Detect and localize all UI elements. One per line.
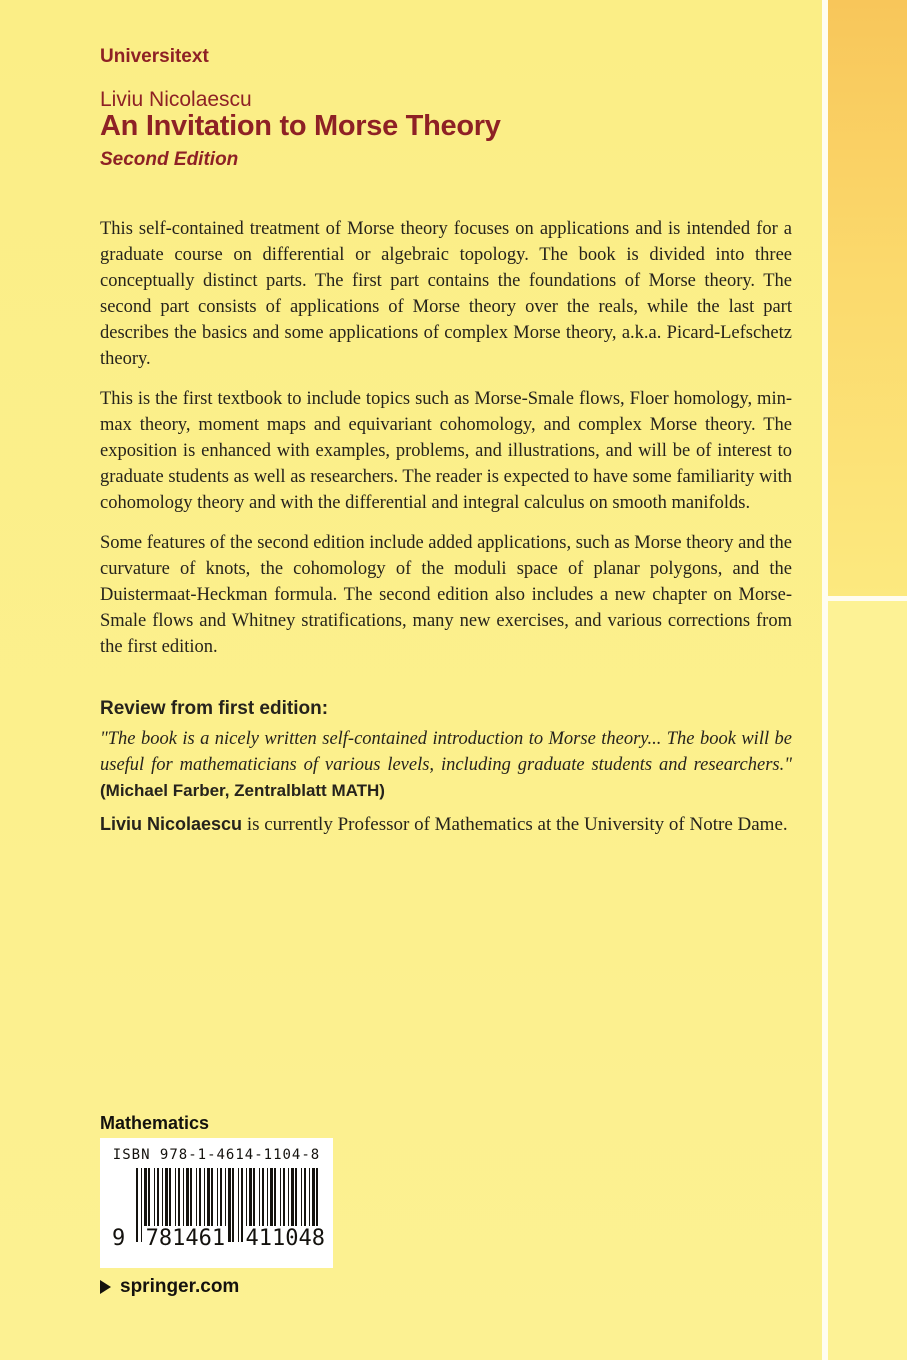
ean-digits bbox=[110, 1226, 327, 1251]
book-description bbox=[100, 216, 792, 674]
isbn-barcode bbox=[100, 1138, 333, 1268]
publisher-url: springer.com bbox=[120, 1276, 240, 1297]
author-bio-text: is currently Professor of Mathematics at the University of Notre Dame. bbox=[242, 814, 788, 835]
description-paragraph-2: This is the first textbook to include topics such as Morse-Smale flows, Floer homology, min-max theory, moment maps and equivariant cohomology, and complex Morse theory. The exposition is enhanced with examples, problems, and illustrations, and will be of interest to graduate students as well as researchers. The reader is expected to have some familiarity with cohomology theory and with the differential and integral calculus on smooth manifolds. bbox=[100, 389, 792, 513]
review-attribution: (Michael Farber, Zentralblatt MATH) bbox=[100, 781, 385, 800]
publisher-logo bbox=[100, 1276, 239, 1298]
review-quote-text: "The book is a nicely written self-contained introduction to Morse theory... The book will be useful for mathematicians of various levels, including graduate students and researchers." bbox=[100, 729, 792, 775]
isbn-label: ISBN 978-1-4614-1104-8 bbox=[112, 1147, 321, 1163]
review-heading: Review from first edition: bbox=[100, 698, 329, 719]
ean-digit-group-1: 9 bbox=[112, 1226, 126, 1251]
edition-label: Second Edition bbox=[100, 149, 239, 170]
review-section bbox=[100, 698, 792, 804]
right-accent-column bbox=[828, 0, 907, 1360]
ean-digit-group-2: 781461 bbox=[145, 1226, 226, 1251]
author-name: Liviu Nicolaescu bbox=[100, 88, 252, 111]
right-accent-top bbox=[828, 0, 907, 596]
author-bio-name: Liviu Nicolaescu bbox=[100, 814, 243, 834]
right-accent-bottom bbox=[828, 601, 907, 1360]
triangle-arrow-icon bbox=[100, 1280, 111, 1294]
series-label: Universitext bbox=[100, 46, 209, 67]
category-label: Mathematics bbox=[100, 1113, 210, 1133]
review-quote bbox=[100, 726, 792, 804]
ean-digit-group-3: 411048 bbox=[245, 1226, 325, 1251]
description-paragraph-1: This self-contained treatment of Morse theory focuses on applications and is intended for a graduate course on differential or algebraic topology. The book is divided into three conceptually distinct parts. The first part contains the foundations of Morse theory. The second part consists of applications of Morse theory over the reals, while the last part describes the basics and some applications of complex Morse theory, a.k.a. Picard-Lefschetz theory. bbox=[100, 219, 792, 369]
author-bio bbox=[100, 814, 800, 836]
book-title: An Invitation to Morse Theory bbox=[100, 110, 501, 142]
description-paragraph-3: Some features of the second edition include added applications, such as Morse theory and the curvature of knots, the cohomology of the moduli space of planar polygons, and the Duistermaat-Heckman formula. The second edition also includes a new chapter on Morse-Smale flows and Whitney stratifications, many new exercises, and various corrections from the first edition. bbox=[100, 533, 793, 657]
